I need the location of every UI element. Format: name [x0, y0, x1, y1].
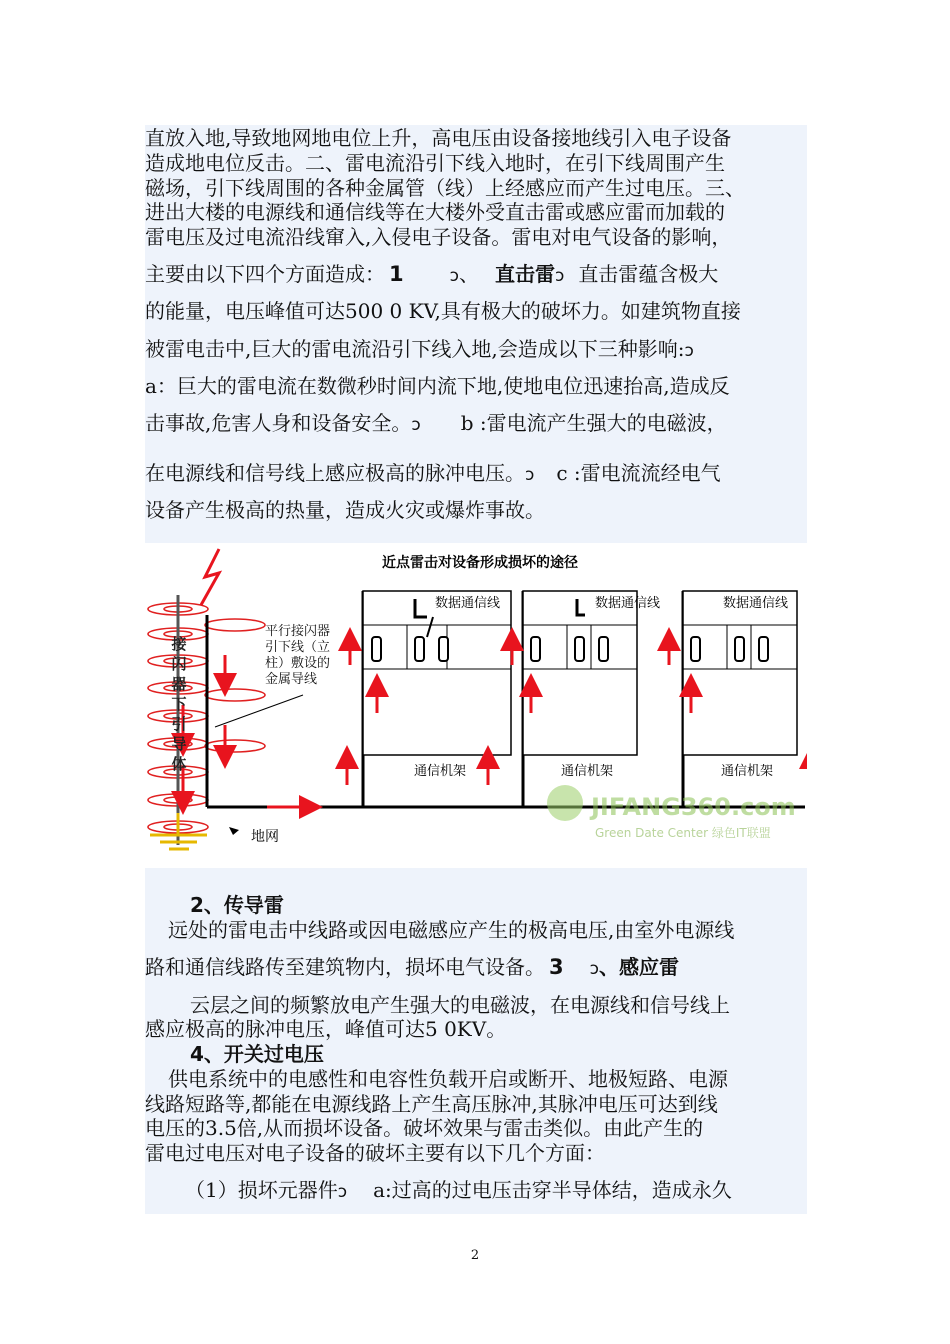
para-line [145, 411, 807, 438]
mark-icon: ↄ [525, 465, 535, 485]
rack-label: 通信机架 [720, 764, 774, 779]
lightning-damage-diagram [145, 545, 807, 867]
para-line: 电压的3.5倍,从而损坏设备。破坏效果与雷击类似。由此产生的 [145, 1116, 704, 1140]
mark-icon: ↄ [589, 959, 599, 979]
note-line: 柱）敷设的 [265, 656, 331, 671]
lightning-bolt-icon [201, 549, 219, 605]
text: c :雷电流流经电气 [556, 461, 721, 485]
conductor-label-char: 接 [171, 635, 187, 653]
conductor-label-char: 器 [171, 675, 187, 693]
watermark-logo [547, 785, 796, 840]
text: 主要由以下四个方面造成： [145, 262, 385, 286]
para-line: 线路短路等,都能在电源线路上产生高压脉冲,其脉冲电压可达到线 [145, 1092, 718, 1116]
mark-icon: ↄ [337, 1182, 348, 1202]
comm-rack-1 [347, 591, 511, 807]
text: 击事故,危害人身和设备安全。 [145, 411, 412, 435]
text: 路和通信线路传至建筑物内，损坏电气设备。 [145, 955, 545, 979]
para-line: 感应极高的脉冲电压，峰值可达5 0KV。 [145, 1017, 507, 1041]
section-4-title: 4、开关过电压 [190, 1042, 324, 1066]
para-line [145, 262, 807, 289]
section-number: 1 [389, 262, 404, 286]
para-line [185, 1178, 807, 1205]
para-line: 设备产生极高的热量，造成火灾或爆炸事故。 [145, 498, 545, 522]
text: 在电源线和信号线上感应极高的脉冲电压。 [145, 461, 525, 485]
para-line: 磁场，引下线周围的各种金属管（线）上经感应而产生过电压。三、 [145, 176, 745, 200]
section-2-title: 2、传导雷 [190, 893, 284, 917]
text: 直击雷蕴含极大 [578, 262, 719, 286]
rack-label: 通信机架 [413, 764, 467, 779]
text: b :雷电流产生强大的电磁波， [460, 411, 727, 435]
conductor-label-char: 导 [171, 735, 187, 753]
page-number: 2 [470, 1248, 480, 1263]
para-line: 云层之间的频繁放电产生强大的电磁波，在电源线和信号线上 [190, 993, 730, 1017]
para-line: 造成地电位反击。二、雷电流沿引下线入地时，在引下线周围产生 [145, 151, 725, 175]
ground-label: 地网 [251, 829, 279, 845]
mark-icon: ↄ [449, 266, 459, 286]
conductor-label-char: 体 [171, 755, 187, 773]
section-heading: 直击雷 [494, 262, 555, 286]
diagram-svg [145, 545, 807, 867]
comm-rack-3 [669, 591, 807, 807]
para-line: 雷电压及过电流沿线窜入,入侵电子设备。雷电对电气设备的影响， [145, 225, 732, 249]
diagram-title: 近点雷击对设备形成损坏的途径 [382, 555, 578, 571]
para-line [145, 337, 807, 364]
note-line: 平行接闪器 [265, 624, 331, 639]
conductor-label-char: 闪 [171, 655, 187, 673]
section-number: 3 [549, 955, 564, 979]
section-heading: 、感应雷 [598, 955, 679, 979]
watermark-text: JIFANG360.com [591, 793, 796, 821]
cable-label: 数据通信线 [435, 596, 501, 611]
note-line: 金属导线 [265, 672, 318, 687]
rack-label: 通信机架 [560, 764, 614, 779]
conductor-label-char: 引 [171, 715, 187, 733]
text: 、 [458, 262, 479, 286]
para-line [145, 461, 807, 488]
para-line: 远处的雷电击中线路或因电磁感应产生的极高电压,由室外电源线 [168, 918, 735, 942]
para-line: 供电系统中的电感性和电容性负载开启或断开、地极短路、电源 [168, 1067, 728, 1091]
para-line: 的能量，电压峰值可达500 0 KV,具有极大的破坏力。如建筑物直接 [145, 299, 741, 323]
cable-label: 数据通信线 [595, 596, 661, 611]
cable-label: 数据通信线 [723, 596, 789, 611]
mark-icon: ↄ [554, 266, 565, 286]
text: a:过高的过电压击穿半导体结，造成永久 [373, 1178, 732, 1202]
mark-icon: ↄ [411, 415, 421, 435]
text: 被雷电击中,巨大的雷电流沿引下线入地,会造成以下三种影响: [145, 337, 685, 361]
watermark-subtext: Green Date Center 绿色IT联盟 [595, 826, 771, 840]
note-line: 引下线（立 [265, 640, 331, 655]
mark-icon: ↄ [684, 341, 694, 361]
para-line: 雷电过电压对电子设备的破坏主要有以下几个方面： [145, 1141, 605, 1165]
comm-rack-2 [488, 591, 660, 807]
para-line: 直放入地,导致地网地电位上升，高电压由设备接地线引入电子设备 [145, 126, 732, 150]
conductor-label-char: 下 [171, 695, 187, 713]
para-line [145, 955, 807, 982]
text: （1）损坏元器件 [185, 1178, 338, 1202]
para-line: 进出大楼的电源线和通信线等在大楼外受直击雷或感应雷而加载的 [145, 200, 725, 224]
para-line: a：巨大的雷电流在数微秒时间内流下地,使地电位迅速抬高,造成反 [145, 374, 730, 398]
